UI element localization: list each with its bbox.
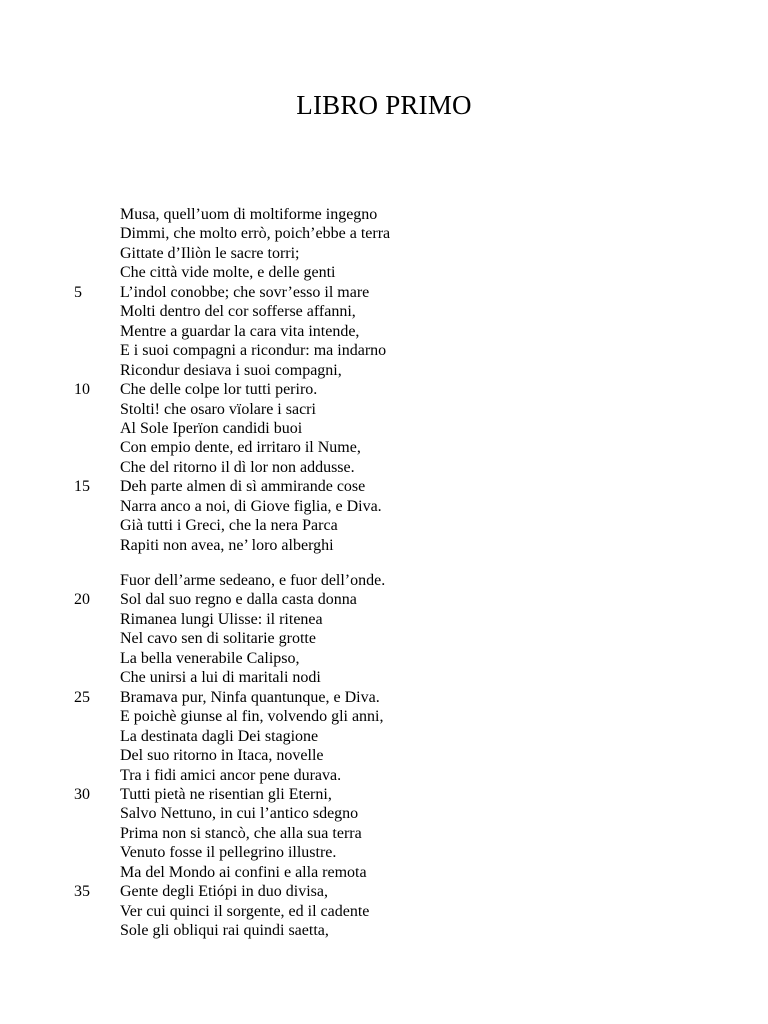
verse-text: Gittate d’Iliòn le sacre torri; xyxy=(120,244,300,262)
verse-line xyxy=(0,477,768,497)
verse-text: Stolti! che osaro vïolare i sacri xyxy=(120,400,316,418)
verse-line xyxy=(0,804,768,824)
verse-line xyxy=(0,571,768,591)
line-number: 15 xyxy=(74,478,90,496)
verse-text: La bella venerabile Calipso, xyxy=(120,649,300,667)
verse-line xyxy=(0,536,768,556)
verse-line xyxy=(0,785,768,805)
verse-line xyxy=(0,629,768,649)
verse-line xyxy=(0,263,768,283)
verse-text: Che unirsi a lui di maritali nodi xyxy=(120,669,321,687)
verse-text: Salvo Nettuno, in cui l’antico sdegno xyxy=(120,805,359,823)
verse-line xyxy=(0,746,768,766)
verse-text: La destinata dagli Dei stagione xyxy=(120,727,319,745)
verse-line xyxy=(0,921,768,941)
verse-line xyxy=(0,244,768,264)
verse-line xyxy=(0,824,768,844)
verse-text: Che città vide molte, e delle genti xyxy=(120,264,336,282)
verse-text: Nel cavo sen di solitarie grotte xyxy=(120,630,316,648)
verse-text: Sol dal suo regno e dalla casta donna xyxy=(120,591,357,609)
verse-text: Tra i fidi amici ancor pene durava. xyxy=(120,766,342,784)
verse-text: Narra anco a noi, di Giove figlia, e Diva. xyxy=(120,497,382,515)
line-number: 5 xyxy=(74,283,82,301)
verse-text: Mentre a guardar la cara vita intende, xyxy=(120,322,360,340)
verse-text: Dimmi, che molto errò, poich’ebbe a terra xyxy=(120,225,391,243)
verse-text: Del suo ritorno in Itaca, novelle xyxy=(120,747,324,765)
line-number: 35 xyxy=(74,883,90,901)
verse-line xyxy=(0,224,768,244)
line-number: 30 xyxy=(74,785,90,803)
verse-text: Deh parte almen di sì ammirande cose xyxy=(120,478,366,496)
verse-line xyxy=(0,727,768,747)
verse-text: Che del ritorno il dì lor non addusse. xyxy=(120,458,355,476)
verse-line xyxy=(0,361,768,381)
verse-text: Venuto fosse il pellegrino illustre. xyxy=(120,844,337,862)
verse-text: Ver cui quinci il sorgente, ed il cadente xyxy=(120,902,370,920)
verse-text: E i suoi compagni a ricondur: ma indarno xyxy=(120,342,387,360)
verse-text: Bramava pur, Ninfa quantunque, e Diva. xyxy=(120,688,380,706)
page-title: LIBRO PRIMO xyxy=(296,90,472,120)
verse-text: Musa, quell’uom di moltiforme ingegno xyxy=(120,206,378,223)
verse-text: Gente degli Etiópi in duo divisa, xyxy=(120,883,328,901)
line-number: 20 xyxy=(74,591,90,609)
verse-text: Ma del Mondo ai confini e alla remota xyxy=(120,863,367,881)
verse-text: Che delle colpe lor tutti periro. xyxy=(120,381,318,399)
verse-line xyxy=(0,497,768,517)
verse-line xyxy=(0,707,768,727)
verse-line xyxy=(0,843,768,863)
verse-text: Prima non si stancò, che alla sua terra xyxy=(120,824,362,842)
verse-line xyxy=(0,882,768,902)
verse-line xyxy=(0,590,768,610)
verse-line xyxy=(0,516,768,536)
verse-line xyxy=(0,205,768,225)
verse-text: Già tutti i Greci, che la nera Parca xyxy=(120,517,338,535)
verse-line xyxy=(0,688,768,708)
verse-line xyxy=(0,863,768,883)
verse-line xyxy=(0,610,768,630)
verse-text: Rimanea lungi Ulisse: il ritenea xyxy=(120,610,323,628)
verse-text: Molti dentro del cor sofferse affanni, xyxy=(120,303,356,321)
verse-text: Rapiti non avea, ne’ loro alberghi xyxy=(120,536,334,554)
verse-text: Ricondur desiava i suoi compagni, xyxy=(120,361,342,379)
verse-text: Al Sole Iperïon candidi buoi xyxy=(120,419,303,437)
line-number: 25 xyxy=(74,688,90,706)
line-number: 10 xyxy=(74,381,90,399)
verse-text: Con empio dente, ed irritaro il Nume, xyxy=(120,439,361,457)
verse-line xyxy=(0,458,768,478)
verse-line xyxy=(0,766,768,786)
verse-line xyxy=(0,380,768,400)
verse-text: L’indol conobbe; che sovr’esso il mare xyxy=(120,283,370,301)
verse-text: Tutti pietà ne risentian gli Eterni, xyxy=(120,785,332,803)
verse-line xyxy=(0,302,768,322)
verse-line xyxy=(0,902,768,922)
verse-text: E poichè giunse al fin, volvendo gli anni, xyxy=(120,708,384,726)
verse-text: Fuor dell’arme sedeano, e fuor dell’onde. xyxy=(120,572,386,589)
verse-line xyxy=(0,649,768,669)
verse-line xyxy=(0,668,768,688)
verse-line xyxy=(0,419,768,439)
verse-line xyxy=(0,400,768,420)
verse-text: Sole gli obliqui rai quindi saetta, xyxy=(120,922,329,940)
verse-line xyxy=(0,283,768,303)
verse-line xyxy=(0,341,768,361)
verse-line xyxy=(0,438,768,458)
verse-line xyxy=(0,322,768,342)
